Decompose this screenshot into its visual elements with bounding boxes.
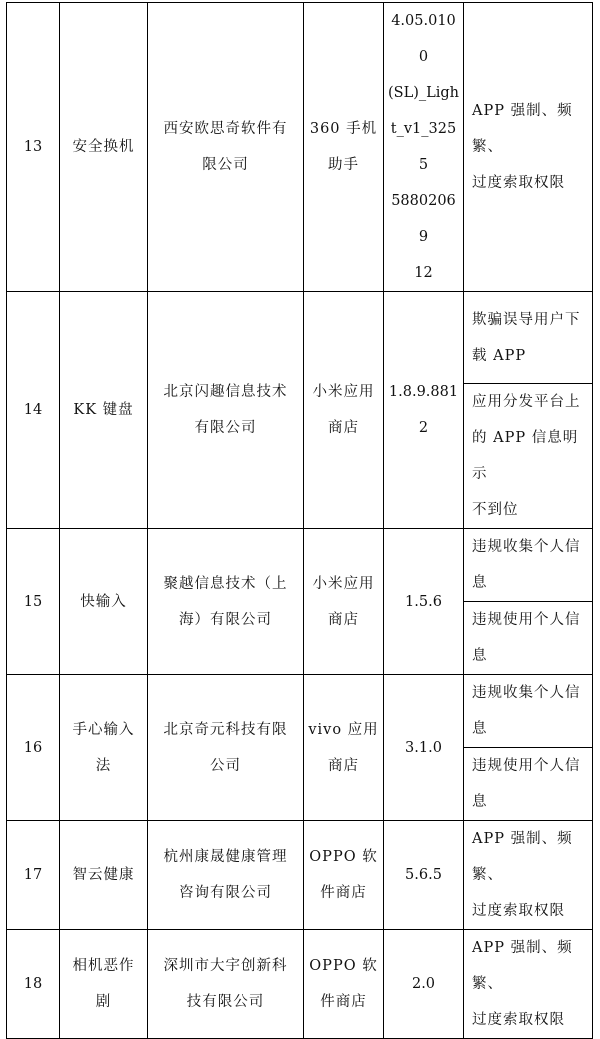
developer-company-line: 限公司 [202, 157, 249, 173]
distribution-store-line: OPPO 软 [309, 958, 378, 974]
app-name-line: 安全换机 [72, 139, 135, 155]
violation-issue-line: 息 [472, 575, 488, 591]
distribution-store-line: OPPO 软 [309, 849, 378, 865]
app-version [384, 529, 464, 675]
violation-issue-line: 息 [472, 794, 488, 810]
app-version-line: (SL)_Ligh [388, 85, 460, 101]
violation-issue [464, 529, 593, 602]
developer-company [148, 675, 304, 821]
violation-issue-line: APP 强制、频繁、 [472, 940, 573, 992]
app-name [60, 292, 148, 529]
app-version [384, 292, 464, 529]
distribution-store-line: 商店 [328, 757, 359, 774]
app-version-line: 5.6.5 [405, 867, 442, 883]
developer-company-line: 有限公司 [194, 420, 257, 436]
violation-issue-line: 过度索取权限 [472, 175, 565, 191]
violation-issue [464, 675, 593, 748]
app-version-line: 3.1.0 [405, 739, 442, 756]
developer-company-line: 杭州康晟健康管理 [163, 849, 288, 865]
app-name [60, 821, 148, 930]
developer-company [148, 3, 304, 292]
row-number [7, 529, 60, 675]
table-row [7, 675, 593, 748]
developer-company [148, 930, 304, 1039]
distribution-store-line: 360 手机 [309, 121, 378, 137]
app-name [60, 3, 148, 292]
app-name-line: 法 [95, 757, 112, 774]
violation-issue [464, 930, 593, 1039]
developer-company-line: 咨询有限公司 [179, 885, 272, 901]
app-violation-table [6, 2, 593, 1039]
distribution-store-line: 件商店 [320, 885, 367, 901]
table-row [7, 292, 593, 384]
table-row [7, 930, 593, 1039]
distribution-store [304, 675, 384, 821]
developer-company-line: 西安欧思奇软件有 [163, 121, 288, 137]
developer-company-line: 公司 [210, 757, 241, 774]
violation-issue-line: 违规收集个人信 [472, 539, 581, 555]
row-number [7, 292, 60, 529]
app-name-line: 快输入 [80, 593, 127, 610]
developer-company [148, 821, 304, 930]
distribution-store-line: 商店 [328, 420, 359, 436]
developer-company-line: 技有限公司 [186, 994, 265, 1010]
violation-issue [464, 384, 593, 529]
app-name [60, 675, 148, 821]
app-name-line: KK 键盘 [73, 402, 134, 418]
app-name-line: 手心输入 [72, 721, 135, 738]
developer-company [148, 529, 304, 675]
app-version-line: 1.5.6 [405, 593, 442, 610]
distribution-store-line: 小米应用 [312, 384, 375, 400]
app-version-line: 12 [414, 265, 433, 281]
row-number-line: 18 [23, 976, 43, 992]
violation-issue-line: 应用分发平台上 [472, 394, 581, 410]
app-name-line: 相机恶作 [72, 958, 135, 974]
table-row [7, 821, 593, 930]
distribution-store [304, 292, 384, 529]
violation-issue-line: 违规使用个人信 [472, 758, 581, 774]
distribution-store [304, 529, 384, 675]
distribution-store [304, 821, 384, 930]
app-name [60, 529, 148, 675]
app-version [384, 930, 464, 1039]
developer-company-line: 北京闪趣信息技术 [163, 384, 288, 400]
violation-issue [464, 3, 593, 292]
row-number-line: 17 [23, 867, 43, 883]
violation-issue [464, 748, 593, 821]
violation-issue-line: 违规使用个人信 [472, 612, 581, 628]
app-version [384, 821, 464, 930]
violation-issue-line: 息 [472, 721, 488, 737]
developer-company-line: 聚越信息技术（上 [163, 575, 288, 592]
violation-issue-line: 不到位 [472, 502, 519, 518]
row-number [7, 821, 60, 930]
developer-company-line: 北京奇元科技有限 [163, 721, 288, 738]
app-version-line: t_v1_3255 [390, 121, 457, 173]
violation-issue [464, 821, 593, 930]
app-version-line: 4.05.0100 [391, 13, 456, 65]
violation-issue [464, 602, 593, 675]
app-name-line: 智云健康 [72, 867, 135, 883]
violation-issue-line: APP 强制、频繁、 [472, 831, 573, 883]
row-number-line: 16 [23, 739, 43, 756]
distribution-store-line: vivo 应用 [308, 721, 379, 738]
violation-issue-line: APP 强制、频繁、 [472, 103, 573, 155]
row-number-line: 13 [23, 139, 43, 155]
row-number [7, 3, 60, 292]
app-name [60, 930, 148, 1039]
row-number-line: 14 [23, 402, 43, 418]
app-version-line: 1.8.9.8812 [388, 384, 459, 436]
row-number [7, 675, 60, 821]
violation-issue-line: 欺骗误导用户下 [472, 311, 581, 328]
distribution-store [304, 930, 384, 1039]
violation-issue-line: 息 [472, 648, 488, 664]
developer-company-line: 海）有限公司 [179, 611, 272, 628]
app-version-line: 2.0 [411, 976, 436, 992]
table-row [7, 529, 593, 602]
violation-issue-line: 过度索取权限 [472, 903, 565, 919]
violation-issue [464, 292, 593, 384]
violation-issue-line: 载 APP [472, 347, 527, 364]
table-row [7, 3, 593, 292]
distribution-store-line: 件商店 [320, 994, 367, 1010]
distribution-store [304, 3, 384, 292]
distribution-store-line: 商店 [328, 611, 359, 628]
violation-issue-line: 违规收集个人信 [472, 685, 581, 701]
row-number-line: 15 [23, 593, 43, 610]
distribution-store-line: 助手 [328, 157, 359, 173]
violation-issue-line: 的 APP 信息明示 [472, 430, 579, 482]
row-number [7, 930, 60, 1039]
app-version [384, 675, 464, 821]
violation-issue-line: 过度索取权限 [472, 1012, 565, 1028]
developer-company-line: 深圳市大宇创新科 [163, 958, 288, 974]
developer-company [148, 292, 304, 529]
distribution-store-line: 小米应用 [312, 575, 375, 592]
app-version-line: 58802069 [391, 193, 456, 245]
app-version [384, 3, 464, 292]
app-name-line: 剧 [95, 994, 112, 1010]
